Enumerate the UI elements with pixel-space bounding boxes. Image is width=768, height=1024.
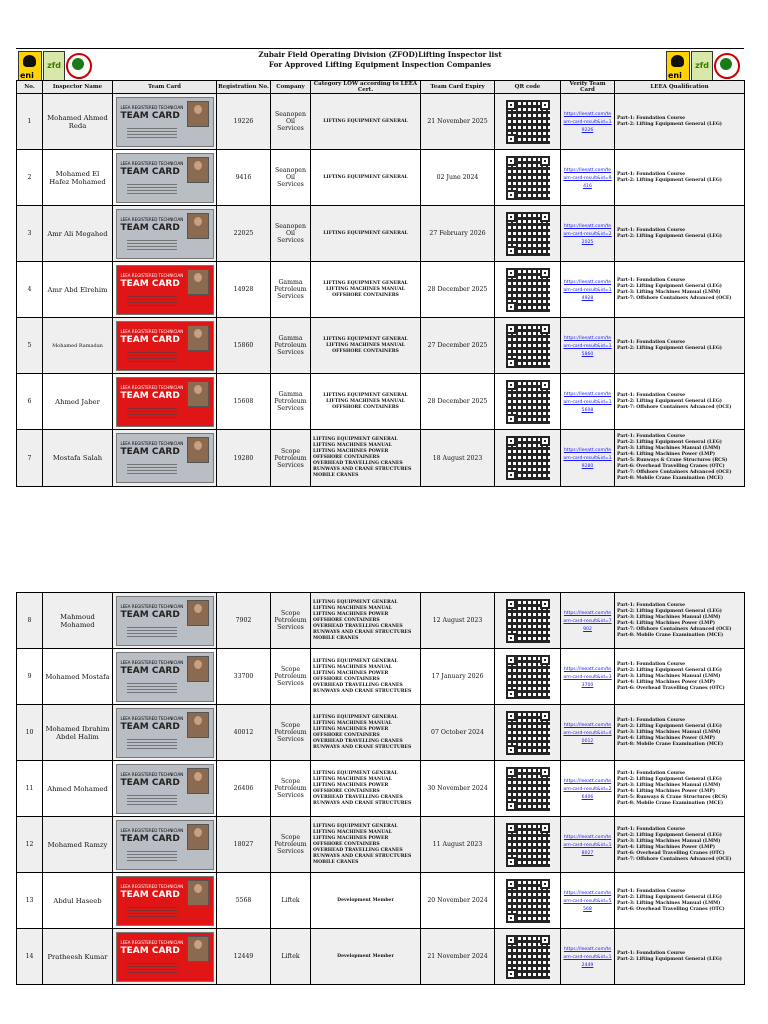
team-card-details (127, 128, 177, 138)
table-row (17, 705, 745, 761)
registration-number: 19226 (217, 94, 271, 150)
registration-number: 26406 (217, 761, 271, 817)
qr-code-cell (495, 94, 561, 150)
team-card-details (127, 795, 177, 805)
verify-team-card-link[interactable]: https://leeatt.com/team-card-result&id=26406 (563, 778, 612, 800)
company-name: Scope Petroleum Services (271, 761, 311, 817)
inspector-photo (187, 213, 209, 239)
team-card-org: LEEA REGISTERED TECHNICIAN (120, 715, 184, 721)
team-card-label: TEAM CARD (120, 889, 180, 900)
inspector-photo (187, 325, 209, 351)
category-low: LIFTING EQUIPMENT GENERAL LIFTING MACHINES MANUAL LIFTING MACHINES POWER OFFSHORE CONTAINERS OVERHEAD TRAVELLING CRANES RUNWAYS AND CRANE STRUCTURES (311, 649, 421, 705)
table-row (17, 206, 745, 262)
team-card-expiry: 17 January 2026 (421, 649, 495, 705)
verify-team-card-link[interactable]: https://leeatt.com/team-card-result&id=14928 (563, 279, 612, 301)
team-card-cell (113, 873, 217, 929)
verify-team-card-cell (561, 705, 615, 761)
registration-number: 19280 (217, 430, 271, 487)
inspector-name: Ahmed Jaber (43, 374, 113, 430)
leea-qualification: Part-1: Foundation Course Part-2: Lifting Equipment General (LEG) (615, 206, 745, 262)
category-low: LIFTING EQUIPMENT GENERAL LIFTING MACHINES MANUAL OFFSHORE CONTAINERS (311, 262, 421, 318)
table-row (17, 262, 745, 318)
team-card-image (116, 433, 214, 483)
verify-team-card-cell (561, 318, 615, 374)
row-number: 12 (17, 817, 43, 873)
team-card-org: LEEA REGISTERED TECHNICIAN (120, 827, 184, 833)
inspector-name: Pratheesh Kumar (43, 929, 113, 985)
company-name: Scope Petroleum Services (271, 649, 311, 705)
qr-code (506, 268, 550, 312)
verify-team-card-link[interactable]: https://leeatt.com/team-card-result&id=5568 (563, 890, 612, 912)
team-card-image (116, 932, 214, 982)
inspector-name: Mohamed Ahmed Reda (43, 94, 113, 150)
team-card-org: LEEA REGISTERED TECHNICIAN (120, 603, 184, 609)
company-name: Seanopen Oil Services (271, 94, 311, 150)
company-name: Seanopen Oil Services (271, 206, 311, 262)
row-number: 3 (17, 206, 43, 262)
verify-team-card-cell (561, 262, 615, 318)
verify-team-card-link[interactable]: https://leeatt.com/team-card-result&id=19280 (563, 448, 612, 469)
leea-qualification: Part-1: Foundation Course Part-2: Lifting Equipment General (LEG) Part-3: Lifting Machines Manual (LMM) Part-4: Lifting Machines Power (LMP) Part-6: Overhead Travelling Cranes (OTC) (615, 649, 745, 705)
team-card-details (127, 240, 177, 250)
row-number: 10 (17, 705, 43, 761)
table-row (17, 929, 745, 985)
eni-logo: eni (18, 51, 42, 81)
table-row (17, 649, 745, 705)
leea-qualification: Part-1: Foundation Course Part-2: Lifting Equipment General (LEG) Part-3: Lifting Machines Manual (LMM) Part-4: Lifting Machines Power (LMP) Part-5: Runways & Crane Structures (RCS) Part-6: Overhead Travelling Cranes (OTC) Part-7: Offshore Containers Advanced (OCE) Part-8: Mobile Crane Examination (MCE) (615, 430, 745, 487)
team-card-details (127, 352, 177, 362)
qr-code (506, 380, 550, 424)
inspector-photo (187, 600, 209, 626)
team-card-image (116, 596, 214, 646)
team-card-image (116, 97, 214, 147)
row-number: 13 (17, 873, 43, 929)
verify-team-card-link[interactable]: https://leeatt.com/team-card-result&id=15860 (563, 335, 612, 357)
company-name: Gamma Petroleum Services (271, 374, 311, 430)
qr-code-cell (495, 318, 561, 374)
team-card-org: LEEA REGISTERED TECHNICIAN (120, 160, 184, 166)
category-low: LIFTING EQUIPMENT GENERAL LIFTING MACHINES MANUAL OFFSHORE CONTAINERS (311, 318, 421, 374)
qr-code (506, 100, 550, 144)
registration-number: 33700 (217, 649, 271, 705)
verify-team-card-cell (561, 817, 615, 873)
qr-code-cell (495, 593, 561, 649)
leea-qualification: Part-1: Foundation Course Part-2: Lifting Equipment General (LEG) Part-3: Lifting Machines Manual (LMM) Part-4: Lifting Machines Power (LMP) Part-8: Mobile Crane Examination (MCE) (615, 705, 745, 761)
category-low: LIFTING EQUIPMENT GENERAL LIFTING MACHINES MANUAL LIFTING MACHINES POWER OFFSHORE CONTAINERS OVERHEAD TRAVELLING CRANES RUNWAYS AND CRANE STRUCTURES MOBILE CRANES (311, 593, 421, 649)
team-card-cell (113, 318, 217, 374)
team-card-details (127, 907, 177, 917)
verify-team-card-link[interactable]: https://leeatt.com/team-card-result&id=12449 (563, 946, 612, 968)
leea-qualification: Part-1: Foundation Course Part-2: Lifting Equipment General (LEG) (615, 94, 745, 150)
team-card-org: LEEA REGISTERED TECHNICIAN (120, 883, 184, 889)
company-name: Scope Petroleum Services (271, 593, 311, 649)
verify-team-card-cell (561, 649, 615, 705)
company-name: Scope Petroleum Services (271, 430, 311, 487)
team-card-org: LEEA REGISTERED TECHNICIAN (120, 441, 184, 446)
verify-team-card-cell (561, 150, 615, 206)
qr-code-cell (495, 705, 561, 761)
row-number: 14 (17, 929, 43, 985)
inspector-photo (187, 712, 209, 738)
qr-code (506, 711, 550, 755)
company-name: Scope Petroleum Services (271, 817, 311, 873)
team-card-image (116, 153, 214, 203)
registration-number: 15608 (217, 374, 271, 430)
inspector-table-part-2 (16, 592, 745, 985)
column-header: Category LOW according to LEEA Cert. (311, 81, 421, 94)
inspector-table-part-1 (16, 80, 745, 487)
document-header (16, 48, 744, 81)
team-card-expiry: 28 December 2025 (421, 374, 495, 430)
team-card-image (116, 209, 214, 259)
team-card-org: LEEA REGISTERED TECHNICIAN (120, 216, 184, 222)
team-card-expiry: 20 November 2024 (421, 873, 495, 929)
verify-team-card-link[interactable]: https://leeatt.com/team-card-result&id=9416 (563, 167, 612, 189)
leea-qualification: Part-1: Foundation Course Part-2: Lifting Equipment General (LEG) Part-3: Lifting Machines Manual (LMM) Part-4: Lifting Machines Power (LMP) Part-7: Offshore Containers Advanced (OCE) Part-8: Mobile Crane Examination (MCE) (615, 593, 745, 649)
team-card-label: TEAM CARD (120, 665, 180, 676)
verify-team-card-link[interactable]: https://leeatt.com/team-card-result&id=40012 (563, 722, 612, 744)
team-card-org: LEEA REGISTERED TECHNICIAN (120, 659, 184, 665)
team-card-expiry: 27 February 2026 (421, 206, 495, 262)
inspector-photo (187, 880, 209, 906)
row-number: 9 (17, 649, 43, 705)
team-card-org: LEEA REGISTERED TECHNICIAN (120, 104, 184, 110)
category-low: LIFTING EQUIPMENT GENERAL LIFTING MACHINES MANUAL LIFTING MACHINES POWER OFFSHORE CONTAINERS OVERHEAD TRAVELLING CRANES RUNWAYS AND CRANE STRUCTURES MOBILE CRANES (311, 430, 421, 487)
leea-qualification: Part-1: Foundation Course Part-2: Lifting Equipment General (LEG) Part-3: Lifting Machines Manual (LMM) Part-7: Offshore Containers Advanced (OCE) (615, 262, 745, 318)
team-card-cell (113, 94, 217, 150)
team-card-expiry: 02 June 2024 (421, 150, 495, 206)
leea-qualification: Part-1: Foundation Course Part-2: Lifting Equipment General (LEG) Part-3: Lifting Machines Manual (LMM) Part-4: Lifting Machines Power (LMP) Part-5: Runways & Crane Structures (RCS) Part-8: Mobile Crane Examination (MCE) (615, 761, 745, 817)
inspector-photo (187, 101, 209, 127)
category-low: LIFTING EQUIPMENT GENERAL (311, 94, 421, 150)
team-card-details (127, 683, 177, 693)
qr-code (506, 436, 550, 480)
team-card-details (127, 296, 177, 306)
team-card-org: LEEA REGISTERED TECHNICIAN (120, 272, 184, 278)
team-card-label: TEAM CARD (120, 945, 180, 956)
qr-code-cell (495, 649, 561, 705)
registration-number: 14928 (217, 262, 271, 318)
team-card-cell (113, 761, 217, 817)
inspector-photo (187, 936, 209, 962)
team-card-image (116, 321, 214, 371)
team-card-cell (113, 929, 217, 985)
verify-team-card-link[interactable]: https://leeatt.com/team-card-result&id=15608 (563, 391, 612, 413)
table-row (17, 817, 745, 873)
company-name: Gamma Petroleum Services (271, 318, 311, 374)
verify-team-card-cell (561, 593, 615, 649)
qr-code (506, 935, 550, 979)
team-card-org: LEEA REGISTERED TECHNICIAN (120, 384, 184, 390)
team-card-cell (113, 817, 217, 873)
leea-qualification: Part-1: Foundation Course Part-2: Lifting Equipment General (LEG) Part-3: Lifting Machines Manual (LMM) Part-6: Overhead Travelling Cranes (OTC) (615, 873, 745, 929)
team-card-label: TEAM CARD (120, 609, 180, 620)
team-card-image (116, 652, 214, 702)
verify-team-card-link[interactable]: https://leeatt.com/team-card-result&id=19226 (563, 111, 612, 133)
registration-number: 22025 (217, 206, 271, 262)
qr-code-cell (495, 262, 561, 318)
table-header-row (17, 81, 745, 94)
inspector-name: Abdul Haseeb (43, 873, 113, 929)
team-card-cell (113, 593, 217, 649)
inspector-photo (187, 381, 209, 407)
team-card-cell (113, 150, 217, 206)
inspector-photo (187, 269, 209, 295)
table-row (17, 374, 745, 430)
inspector-photo (187, 656, 209, 682)
category-low: Development Member (311, 929, 421, 985)
team-card-details (127, 464, 177, 474)
team-card-label: TEAM CARD (120, 278, 180, 289)
column-header: Inspector Name (43, 81, 113, 94)
inspector-name: Mahmoud Mohamed (43, 593, 113, 649)
company-name: Liftek (271, 929, 311, 985)
team-card-cell (113, 374, 217, 430)
row-number: 11 (17, 761, 43, 817)
category-low: LIFTING EQUIPMENT GENERAL (311, 206, 421, 262)
row-number: 6 (17, 374, 43, 430)
team-card-details (127, 963, 177, 973)
category-low: LIFTING EQUIPMENT GENERAL LIFTING MACHINES MANUAL OFFSHORE CONTAINERS (311, 374, 421, 430)
team-card-details (127, 627, 177, 637)
qr-code-cell (495, 873, 561, 929)
team-card-details (127, 184, 177, 194)
row-number: 5 (17, 318, 43, 374)
qr-code (506, 823, 550, 867)
verify-team-card-cell (561, 374, 615, 430)
team-card-org: LEEA REGISTERED TECHNICIAN (120, 939, 184, 945)
table-row (17, 593, 745, 649)
qr-code-cell (495, 150, 561, 206)
qr-code (506, 599, 550, 643)
team-card-label: TEAM CARD (120, 390, 180, 401)
emblem-logo (714, 53, 740, 79)
row-number: 1 (17, 94, 43, 150)
registration-number: 5568 (217, 873, 271, 929)
row-number: 2 (17, 150, 43, 206)
table-row (17, 761, 745, 817)
registration-number: 9416 (217, 150, 271, 206)
team-card-expiry: 11 August 2023 (421, 817, 495, 873)
team-card-expiry: 27 December 2025 (421, 318, 495, 374)
qr-code-cell (495, 374, 561, 430)
team-card-label: TEAM CARD (120, 110, 180, 121)
verify-team-card-link[interactable]: https://leeatt.com/team-card-result&id=33700 (563, 666, 612, 688)
inspector-name: Mohamed Ibrahim Abdel Halim (43, 705, 113, 761)
qr-code-cell (495, 430, 561, 487)
team-card-org: LEEA REGISTERED TECHNICIAN (120, 328, 184, 334)
inspector-photo (187, 824, 209, 850)
qr-code (506, 212, 550, 256)
verify-team-card-link[interactable]: https://leeatt.com/team-card-result&id=18027 (563, 834, 612, 856)
verify-team-card-cell (561, 206, 615, 262)
document-title (256, 50, 504, 70)
qr-code-cell (495, 817, 561, 873)
company-name: Gamma Petroleum Services (271, 262, 311, 318)
team-card-image (116, 820, 214, 870)
inspector-name: Mostafa Salah (43, 430, 113, 487)
verify-team-card-cell (561, 430, 615, 487)
column-header: Verify Team Card (561, 81, 615, 94)
verify-team-card-link[interactable]: https://leeatt.com/team-card-result&id=22025 (563, 223, 612, 245)
team-card-image (116, 764, 214, 814)
team-card-label: TEAM CARD (120, 166, 180, 177)
company-name: Scope Petroleum Services (271, 705, 311, 761)
registration-number: 12449 (217, 929, 271, 985)
title-line-1: Zubair Field Operating Division (ZFOD)Lifting Inspector list (258, 50, 502, 59)
column-header: No. (17, 81, 43, 94)
registration-number: 15860 (217, 318, 271, 374)
zfod-logo: zfd (43, 51, 65, 81)
team-card-details (127, 851, 177, 861)
team-card-expiry: 21 November 2025 (421, 94, 495, 150)
inspector-photo (187, 437, 209, 463)
team-card-cell (113, 206, 217, 262)
verify-team-card-cell (561, 94, 615, 150)
qr-code-cell (495, 929, 561, 985)
qr-code-cell (495, 206, 561, 262)
column-header: Team Card (113, 81, 217, 94)
table-row (17, 150, 745, 206)
qr-code (506, 767, 550, 811)
team-card-expiry: 18 August 2023 (421, 430, 495, 487)
verify-team-card-cell (561, 873, 615, 929)
registration-number: 18027 (217, 817, 271, 873)
category-low: LIFTING EQUIPMENT GENERAL LIFTING MACHINES MANUAL LIFTING MACHINES POWER OFFSHORE CONTAINERS OVERHEAD TRAVELLING CRANES RUNWAYS AND CRANE STRUCTURES MOBILE CRANES (311, 817, 421, 873)
team-card-expiry: 07 October 2024 (421, 705, 495, 761)
inspector-name: Ahmed Mohamed (43, 761, 113, 817)
qr-code (506, 156, 550, 200)
column-header: Team Card Expiry (421, 81, 495, 94)
verify-team-card-cell (561, 761, 615, 817)
qr-code-cell (495, 761, 561, 817)
table-row (17, 873, 745, 929)
team-card-expiry: 28 December 2025 (421, 262, 495, 318)
row-number: 8 (17, 593, 43, 649)
category-low: LIFTING EQUIPMENT GENERAL LIFTING MACHINES MANUAL LIFTING MACHINES POWER OFFSHORE CONTAINERS OVERHEAD TRAVELLING CRANES RUNWAYS AND CRANE STRUCTURES (311, 705, 421, 761)
team-card-image (116, 708, 214, 758)
team-card-image (116, 265, 214, 315)
inspector-photo (187, 157, 209, 183)
team-card-details (127, 739, 177, 749)
table-block-1 (16, 80, 744, 487)
team-card-label: TEAM CARD (120, 833, 180, 844)
team-card-cell (113, 430, 217, 487)
company-name: Liftek (271, 873, 311, 929)
table-row (17, 94, 745, 150)
team-card-cell (113, 649, 217, 705)
inspector-photo (187, 768, 209, 794)
inspector-name: Amr Ali Megahed (43, 206, 113, 262)
leea-qualification: Part-1: Foundation Course Part-2: Lifting Equipment General (LEG) (615, 318, 745, 374)
leea-qualification: Part-1: Foundation Course Part-2: Lifting Equipment General (LEG) (615, 150, 745, 206)
team-card-org: LEEA REGISTERED TECHNICIAN (120, 771, 184, 777)
table-row (17, 318, 745, 374)
team-card-expiry: 21 November 2024 (421, 929, 495, 985)
eni-logo: eni (666, 51, 690, 81)
team-card-label: TEAM CARD (120, 447, 180, 457)
qr-code (506, 879, 550, 923)
category-low: LIFTING EQUIPMENT GENERAL LIFTING MACHINES MANUAL LIFTING MACHINES POWER OFFSHORE CONTAINERS OVERHEAD TRAVELLING CRANES RUNWAYS AND CRANE STRUCTURES (311, 761, 421, 817)
team-card-image (116, 377, 214, 427)
verify-team-card-link[interactable]: https://leeatt.com/team-card-result&id=7902 (563, 610, 612, 632)
inspector-name: Mohamed El Hafez Mohamed (43, 150, 113, 206)
leea-qualification: Part-1: Foundation Course Part-2: Lifting Equipment General (LEG) (615, 929, 745, 985)
column-header: Registration No. (217, 81, 271, 94)
table-block-2 (16, 592, 744, 985)
verify-team-card-cell (561, 929, 615, 985)
company-name: Seanopen Oil Services (271, 150, 311, 206)
inspector-name: Mohamed Mostafa (43, 649, 113, 705)
inspector-name: Mohamed Ramzy (43, 817, 113, 873)
emblem-logo (66, 53, 92, 79)
leea-qualification: Part-1: Foundation Course Part-2: Lifting Equipment General (LEG) Part-3: Lifting Machines Manual (LMM) Part-4: Lifting Machines Power (LMP) Part-6: Overhead Travelling Cranes (OTC) Part-7: Offshore Containers Advanced (OCE) (615, 817, 745, 873)
team-card-expiry: 12 August 2023 (421, 593, 495, 649)
team-card-label: TEAM CARD (120, 334, 180, 345)
team-card-label: TEAM CARD (120, 777, 180, 788)
zfod-logo: zfd (691, 51, 713, 81)
team-card-image (116, 876, 214, 926)
inspector-name: Amr Abd Elrehim (43, 262, 113, 318)
row-number: 4 (17, 262, 43, 318)
category-low: LIFTING EQUIPMENT GENERAL (311, 150, 421, 206)
team-card-expiry: 30 November 2024 (421, 761, 495, 817)
team-card-label: TEAM CARD (120, 721, 180, 732)
registration-number: 7902 (217, 593, 271, 649)
qr-code (506, 324, 550, 368)
team-card-cell (113, 705, 217, 761)
leea-qualification: Part-1: Foundation Course Part-2: Lifting Equipment General (LEG) Part-7: Offshore Containers Advanced (OCE) (615, 374, 745, 430)
title-line-2: For Approved Lifting Equipment Inspection Companies (268, 60, 492, 69)
team-card-label: TEAM CARD (120, 222, 180, 233)
team-card-details (127, 408, 177, 418)
category-low: Development Member (311, 873, 421, 929)
row-number: 7 (17, 430, 43, 487)
column-header: QR code (495, 81, 561, 94)
qr-code (506, 655, 550, 699)
column-header: LEEA Qualification (615, 81, 745, 94)
table-row (17, 430, 745, 487)
team-card-cell (113, 262, 217, 318)
column-header: Company (271, 81, 311, 94)
inspector-name: Mohamed Ramadan (43, 318, 113, 374)
registration-number: 40012 (217, 705, 271, 761)
